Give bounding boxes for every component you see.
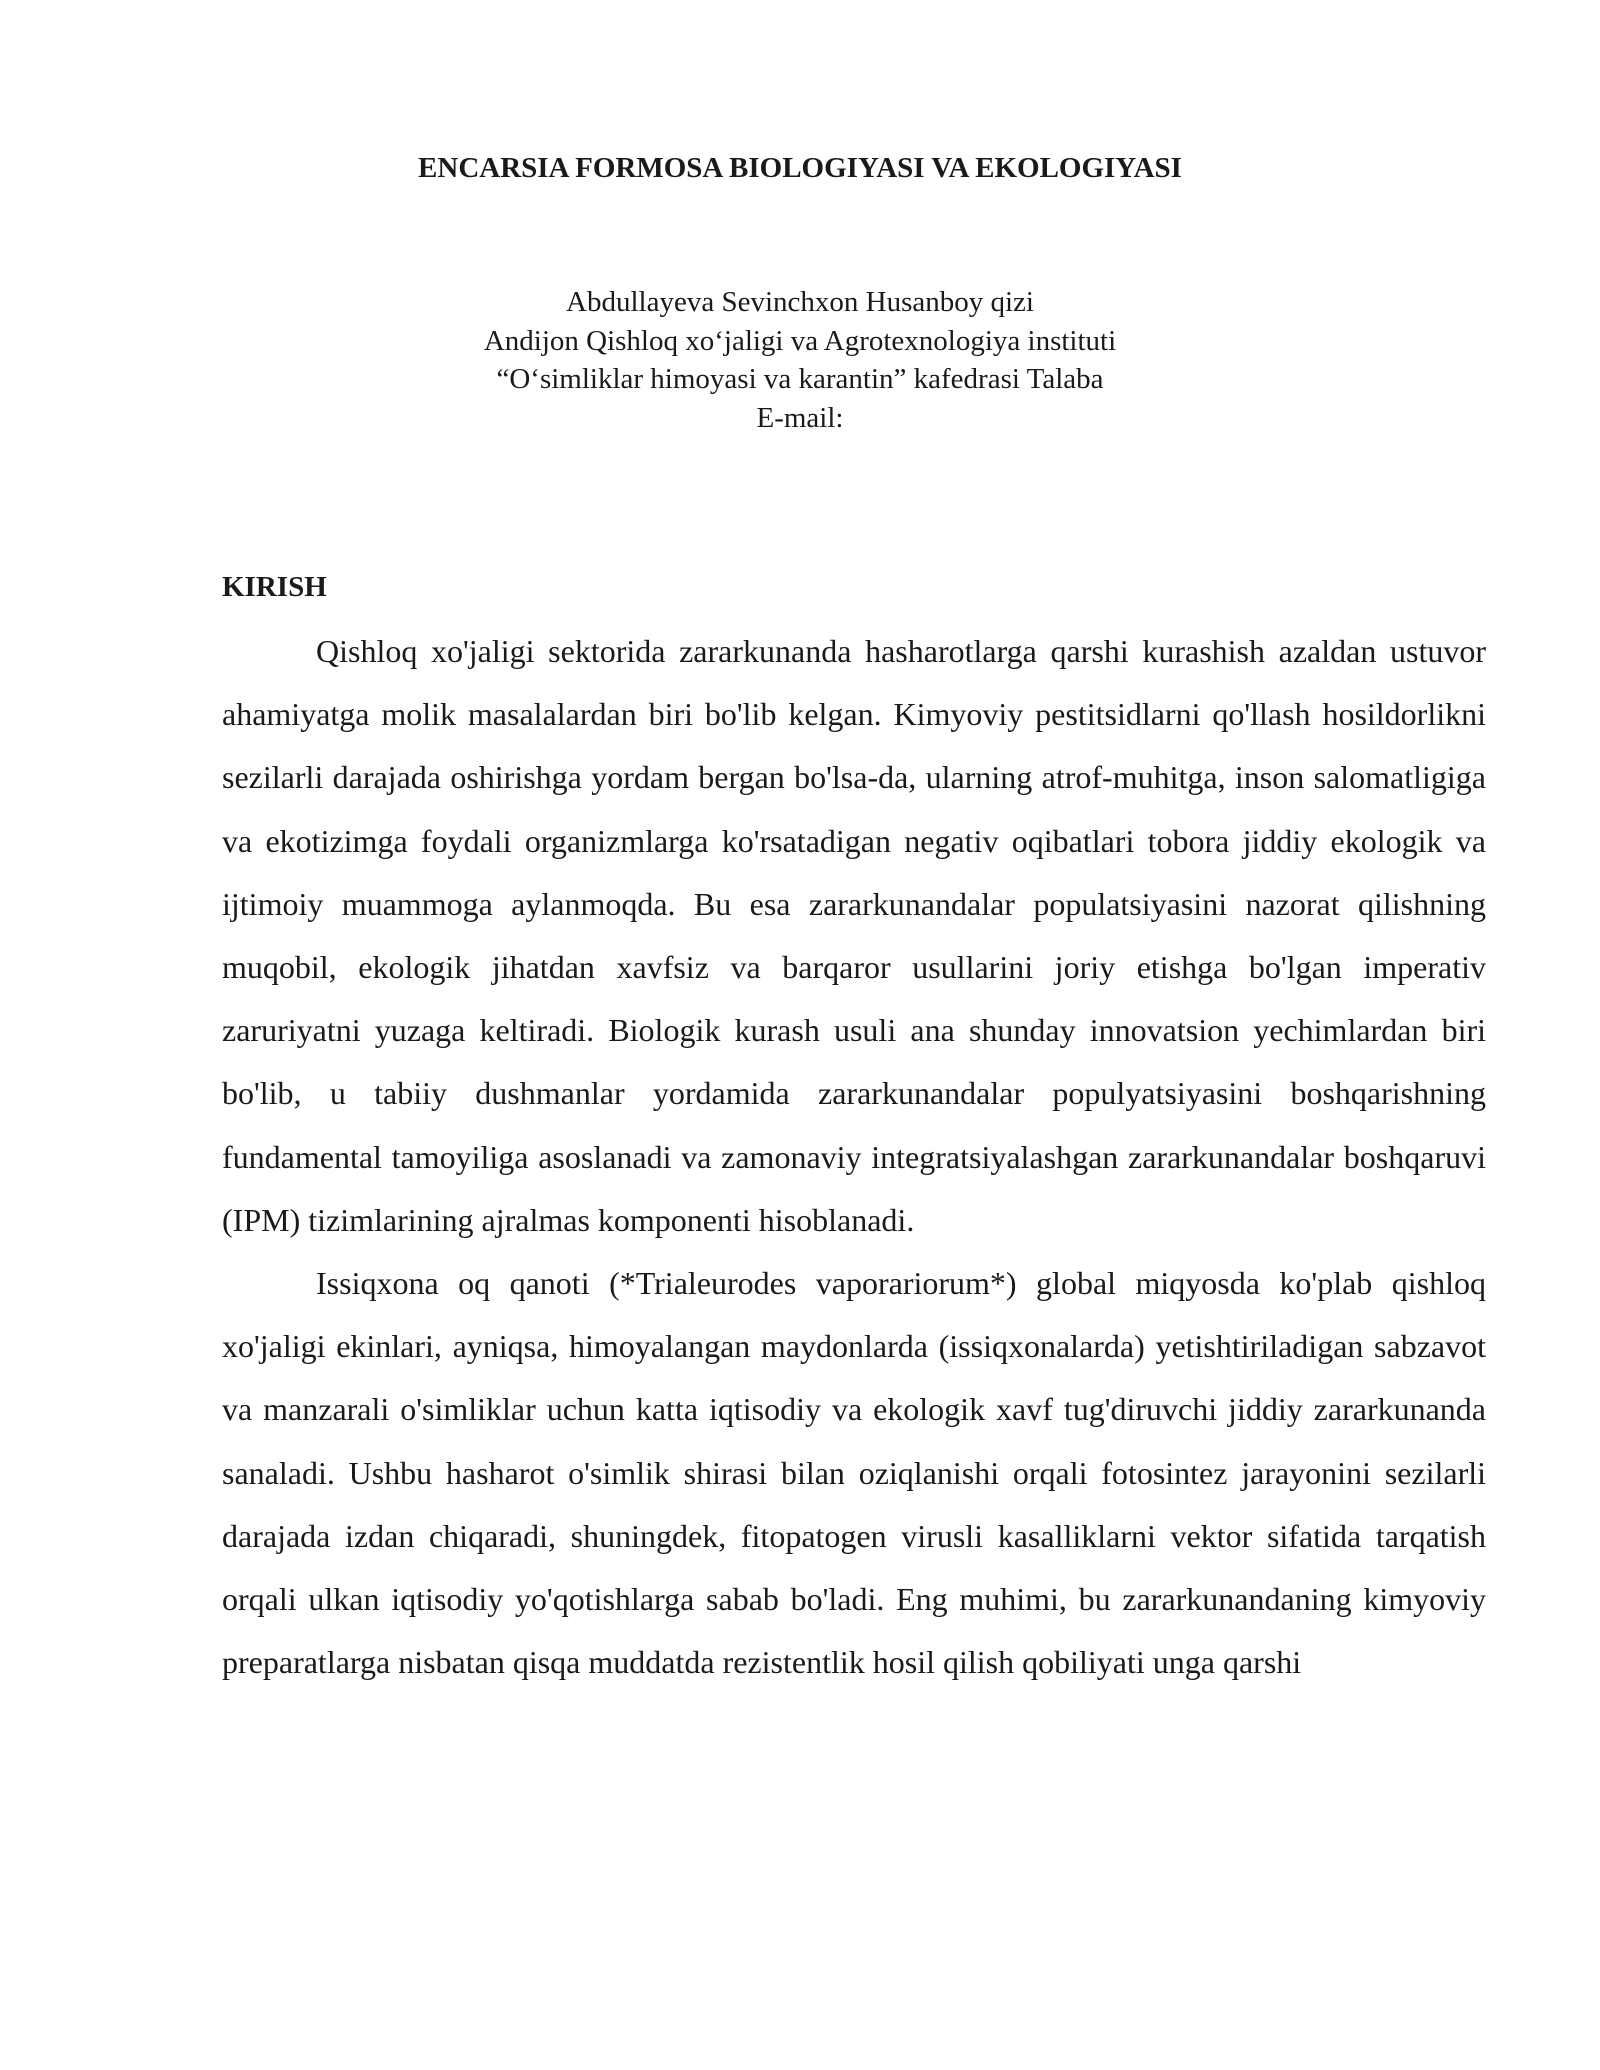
paper-title: ENCARSIA FORMOSA BIOLOGIYASI VA EKOLOGIYASI [418,152,1182,184]
paragraph: Qishloq xo'jaligi sektorida zararkunanda hasharotlarga qarshi kurashish azaldan ustuvor ahamiyatga molik masalalardan biri bo'lib kelgan. Kimyoviy pestitsidlarni qo'llash hosildorlikni sezilarli darajada oshirishga yordam bergan bo'lsa-da, ularning atrof-muhitga, inson salomatligiga va ekotizimga foydali organizmlarga ko'rsatadigan negativ oqibatlari tobora jiddiy ekologik va ijtimoiy muammoga aylanmoqda. Bu esa zararkunandalar populatsiyasini nazorat qilishning muqobil, ekologik jihatdan xavfsiz va barqaror usullarini joriy etishga bo'lgan imperativ zaruriyatni yuzaga keltiradi. Biologik kurash usuli ana shunday innovatsion yechimlardan biri bo'lib, u tabiiy dushmanlar yordamida zararkunandalar populyatsiyasini boshqarishning fundamental tamoyiliga asoslanadi va zamonaviy integratsiyalashgan zararkunandalar boshqaruvi (IPM) tizimlarining ajralmas komponenti hisoblanadi. [222,633,1486,1238]
author-department: “O‘simliklar himoyasi va karantin” kafedrasi Talaba [496,363,1104,395]
author-institution: Andijon Qishloq xo‘jaligi va Agrotexnologiya instituti [483,324,1117,357]
section-heading: KIRISH [222,571,327,603]
section-body [222,620,1486,1694]
paragraph: Issiqxona oq qanoti (*Trialeurodes vaporariorum*) global miqyosda ko'plab qishloq xo'jaligi ekinlari, ayniqsa, himoyalangan maydonlarda (issiqxonalarda) yetishtiriladigan sabzavot va manzarali o'simliklar uchun katta iqtisodiy va ekologik xavf tug'diruvchi jiddiy zararkunanda sanaladi. Ushbu hasharot o'simlik shirasi bilan oziqlanishi orqali fotosintez jarayonini sezilarli darajada izdan chiqaradi, shuningdek, fitopatogen virusli kasalliklarni vektor sifatida tarqatish orqali ulkan iqtisodiy yo'qotishlarga sabab bo'ladi. Eng muhimi, bu zararkunandaning kimyoviy preparatlarga nisbatan qisqa muddatda rezistentlik hosil qilish qobiliyati unga qarshi [222,1265,1486,1681]
author-block [0,283,1600,437]
author-email-label: E-mail: [756,401,844,434]
author-name: Abdullayeva Sevinchxon Husanboy qizi [566,286,1034,318]
